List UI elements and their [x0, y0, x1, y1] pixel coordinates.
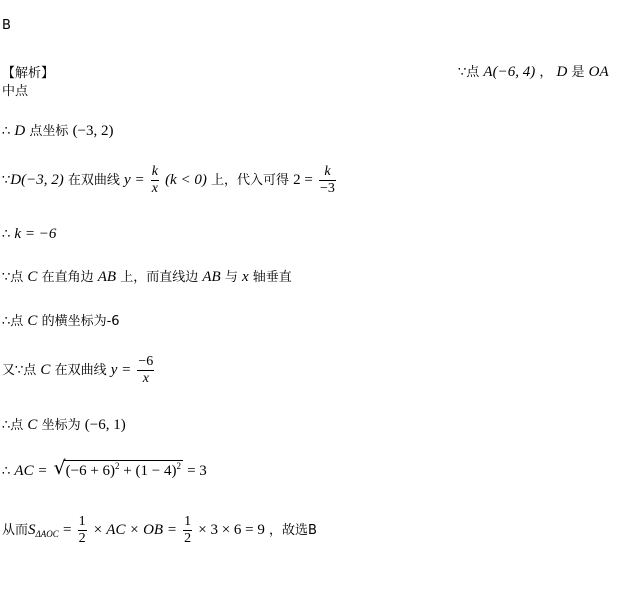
step-6-text: 在双曲线 — [54, 363, 107, 378]
step-8 — [2, 460, 207, 480]
frac-num: −6 — [138, 354, 154, 369]
d-var: D — [556, 64, 568, 80]
is-text: 是 — [571, 65, 585, 80]
step-1 — [2, 120, 114, 140]
ac-lhs: AC = — [14, 463, 48, 479]
step-4 — [2, 266, 292, 286]
plus-sign: + — [119, 463, 136, 479]
because-symbol: ∵ — [2, 173, 11, 188]
area-symbol: S — [28, 522, 36, 538]
x-var: x — [241, 269, 249, 285]
prefix: ∴点 — [2, 314, 24, 329]
step-4-text-2: 上，而直线边 — [120, 270, 199, 285]
area-result: × 3 × 6 = 9 — [198, 522, 265, 538]
step-4-text-3: 与 — [224, 270, 238, 285]
term-2: (1 − 4) — [135, 463, 177, 479]
prefix: 从而 — [2, 523, 29, 538]
c-coord: (−6, 1) — [84, 417, 126, 433]
step-2-text-2: 上，代入可得 — [210, 173, 289, 188]
conclusion: ，故选B — [269, 523, 317, 538]
k-condition: (k < 0) — [165, 172, 207, 188]
frac-num: k — [319, 164, 336, 181]
step-4-text-4: 轴垂直 — [252, 270, 292, 285]
fraction-k-over-x — [151, 164, 159, 197]
ab-var-2: AB — [202, 269, 221, 285]
ac-result: = 3 — [187, 463, 207, 479]
step-2 — [2, 164, 338, 197]
midpoint-text: 中点 — [2, 84, 29, 99]
ab-var: AB — [97, 269, 117, 285]
step-2-text-1: 在双曲线 — [67, 173, 120, 188]
step-4-text-1: 在直角边 — [41, 270, 94, 285]
radicand — [64, 460, 183, 480]
therefore-symbol: ∴ — [2, 227, 11, 242]
frac-den: 2 — [78, 531, 86, 546]
step-9 — [2, 514, 317, 547]
frac-den: −3 — [320, 181, 335, 196]
step-7-text: 坐标为 — [41, 418, 81, 433]
step-1-text: 点坐标 — [29, 124, 69, 139]
y-eq: y = — [110, 362, 132, 378]
prefix: ∴点 — [2, 418, 24, 433]
area-subscript: ΔAOC — [35, 529, 59, 539]
step-5-text: 的横坐标为-6 — [41, 314, 120, 329]
premise — [458, 61, 609, 81]
prefix: 又∵点 — [2, 363, 37, 378]
product-expr: × AC × OB = — [92, 522, 177, 538]
point-a: A(−6, 4) — [483, 64, 536, 80]
exp-1: 2 — [115, 461, 120, 471]
frac-num: k — [151, 164, 158, 179]
premise-prefix: ∵点 — [458, 65, 480, 80]
c-var: C — [27, 313, 38, 329]
c-var: C — [27, 417, 38, 433]
c-var: C — [27, 269, 38, 285]
square-root — [54, 460, 183, 480]
equals: = — [62, 522, 72, 538]
step-5 — [2, 310, 120, 330]
answer-label: B — [2, 18, 11, 33]
k-equation: k = −6 — [14, 226, 57, 242]
d-var: D — [14, 123, 26, 139]
step-7 — [2, 414, 126, 434]
c-var: C — [40, 362, 51, 378]
prefix: ∴ — [2, 464, 11, 479]
oa-var: OA — [588, 64, 609, 80]
step-3 — [2, 226, 56, 243]
y-eq: y = — [124, 172, 145, 188]
term-1: (−6 + 6) — [65, 463, 116, 479]
fraction-half-2 — [183, 514, 192, 547]
exp-2: 2 — [176, 461, 181, 471]
fraction-k-over-neg3 — [319, 164, 336, 197]
therefore-symbol: ∴ — [2, 124, 11, 139]
lhs: 2 = — [293, 172, 313, 188]
fraction-half — [78, 514, 87, 547]
frac-num: 1 — [184, 514, 192, 529]
prefix: ∵点 — [2, 270, 24, 285]
step-6 — [2, 354, 156, 387]
separator: ， — [539, 65, 553, 80]
frac-den: x — [142, 371, 149, 386]
d-point: D(−3, 2) — [10, 172, 64, 188]
analysis-heading: 【解析】 — [2, 66, 55, 81]
frac-den: 2 — [184, 531, 192, 546]
fraction-neg6-over-x — [137, 354, 154, 387]
d-coord: (−3, 2) — [72, 123, 114, 139]
frac-den: x — [151, 181, 158, 196]
frac-num: 1 — [78, 514, 86, 529]
